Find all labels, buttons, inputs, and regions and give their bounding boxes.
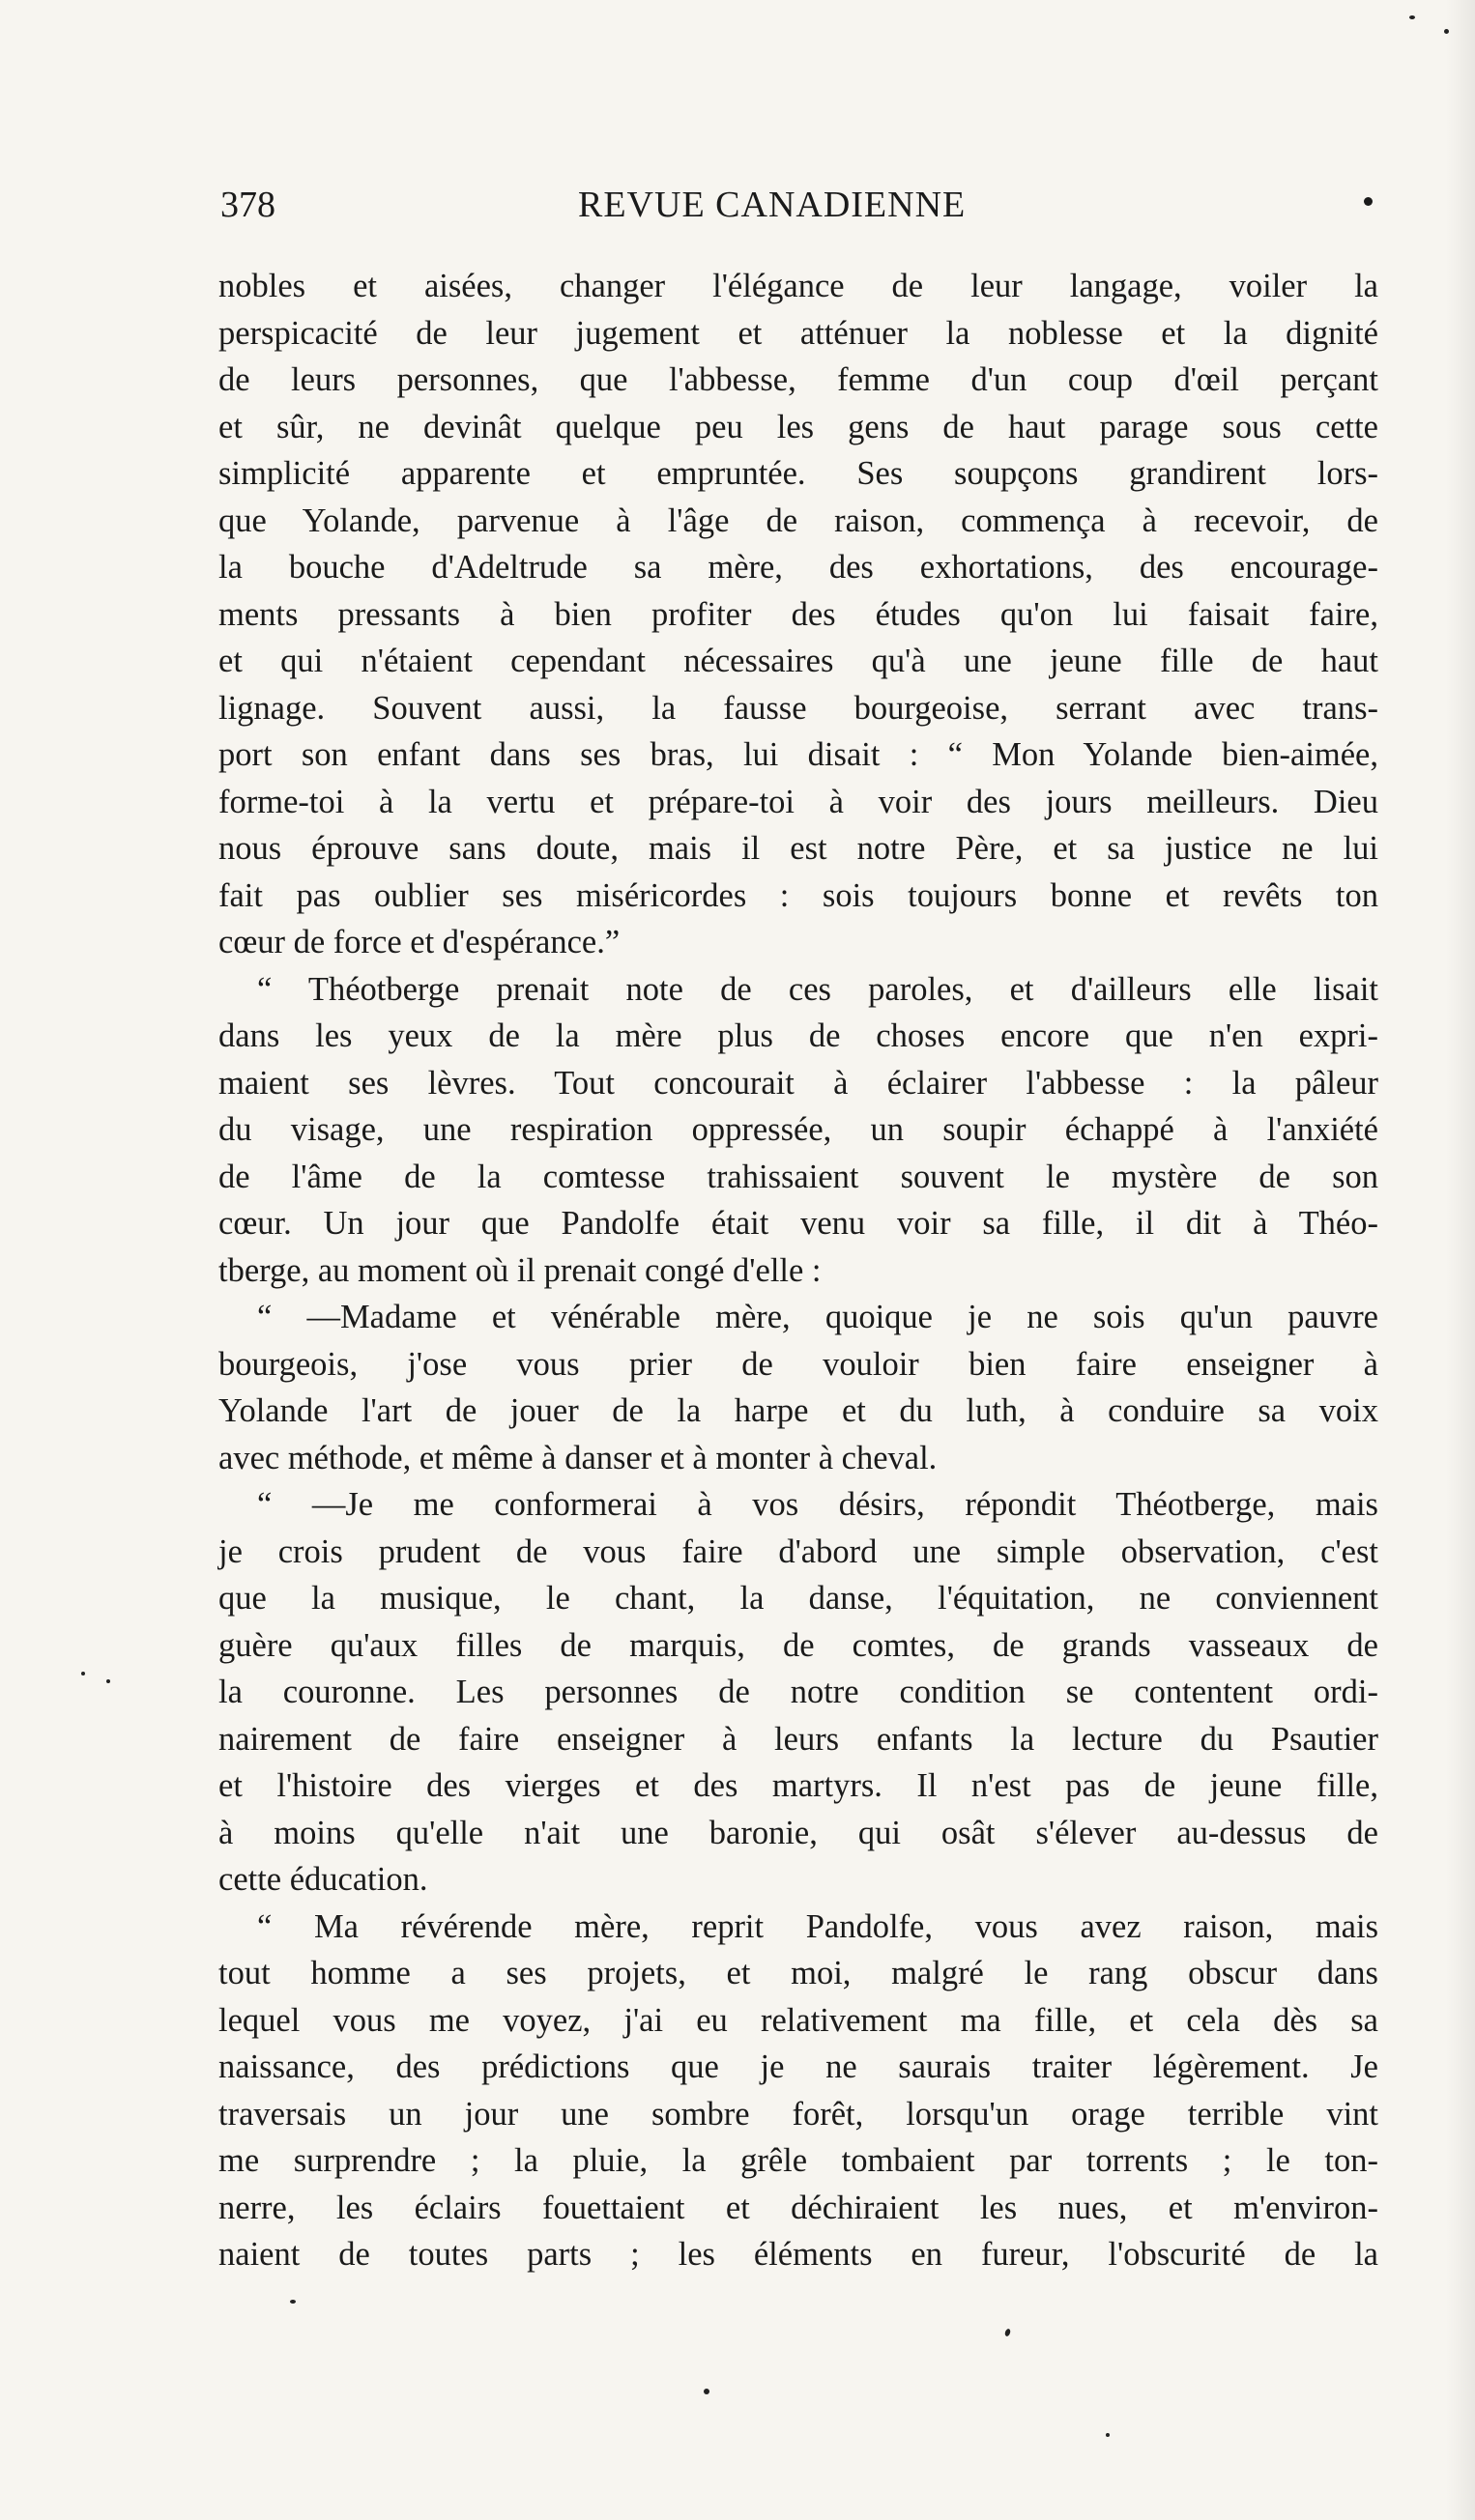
header-ink-dot [1364, 197, 1373, 206]
text-line: me surprendre ; la pluie, la grêle tombaient par torrents ; le ton- [218, 2142, 1378, 2179]
text-line: naissance, des prédictions que je ne saurais traiter légèrement. Je [218, 2048, 1378, 2085]
text-line: et l'histoire des vierges et des martyrs. Il n'est pas de jeune fille, [218, 1767, 1378, 1804]
text-line: naient de toutes parts ; les éléments en fureur, l'obscurité de la [218, 2236, 1378, 2273]
text-line: et qui n'étaient cependant nécessaires qu'à une jeune fille de haut [218, 643, 1378, 679]
text-line: que Yolande, parvenue à l'âge de raison, commença à recevoir, de [218, 501, 1378, 539]
paragraph-last-line: tberge, au moment où il prenait congé d'elle : [218, 1251, 822, 1289]
scan-speck [1004, 2328, 1011, 2336]
scan-speck [290, 2300, 296, 2304]
text-line: du visage, une respiration oppressée, un soupir échappé à l'anxiété [218, 1111, 1378, 1148]
paragraph-last-line: cœur de force et d'espérance.” [218, 924, 621, 960]
text-line: la couronne. Les personnes de notre condition se contentent ordi- [218, 1674, 1378, 1710]
text-line: traversais un jour une sombre forêt, lorsqu'un orage terrible vint [218, 2095, 1378, 2133]
text-line: bourgeois, j'ose vous prier de vouloir bien faire enseigner à [218, 1345, 1378, 1383]
text-line: maient ses lèvres. Tout concourait à éclairer l'abbesse : la pâleur [218, 1064, 1378, 1102]
scan-speck [81, 1672, 85, 1675]
text-line: nous éprouve sans doute, mais il est notre Père, et sa justice ne lui [218, 830, 1378, 867]
text-line: guère qu'aux filles de marquis, de comtes, de grands vasseaux de [218, 1626, 1378, 1664]
text-line: lignage. Souvent aussi, la fausse bourgeoise, serrant avec trans- [218, 689, 1378, 727]
text-line: nobles et aisées, changer l'élégance de leur langage, voiler la [218, 268, 1378, 304]
paragraph-last-line: cette éducation. [218, 1861, 428, 1898]
text-line: perspicacité de leur jugement et atténuer la noblesse et la dignité [218, 314, 1378, 352]
text-line: à moins qu'elle n'ait une baronie, qui osât s'élever au-dessus de [218, 1814, 1378, 1851]
text-line: dans les yeux de la mère plus de choses encore que n'en expri- [218, 1017, 1378, 1054]
text-line: la bouche d'Adeltrude sa mère, des exhortations, des encourage- [218, 549, 1378, 586]
page-edge-shadow [1446, 0, 1475, 2520]
paragraph-first-line: “ Ma révérende mère, reprit Pandolfe, vous avez raison, mais [257, 1907, 1378, 1945]
page-number: 378 [220, 185, 275, 225]
text-line: nairement de faire enseigner à leurs enfants la lecture du Psautier [218, 1720, 1378, 1758]
text-line: nerre, les éclairs fouettaient et déchiraient les nues, et m'environ- [218, 2189, 1378, 2226]
paragraph-first-line: “ Théotberge prenait note de ces paroles, et d'ailleurs elle lisait [257, 970, 1378, 1008]
text-line: ments pressants à bien profiter des études qu'on lui faisait faire, [218, 595, 1378, 633]
text-line: tout homme a ses projets, et moi, malgré le rang obscur dans [218, 1955, 1378, 1991]
scan-speck [704, 2389, 709, 2394]
scan-speck [106, 1679, 110, 1683]
scan-speck [1409, 15, 1415, 19]
running-title: REVUE CANADIENNE [578, 185, 967, 225]
text-line: cœur. Un jour que Pandolfe était venu voir sa fille, il dit à Théo- [218, 1205, 1378, 1242]
text-line: que la musique, le chant, la danse, l'équitation, ne conviennent [218, 1580, 1378, 1617]
page-header [220, 184, 1380, 242]
text-line: de leurs personnes, que l'abbesse, femme d'un coup d'œil perçant [218, 361, 1378, 398]
text-line: port son enfant dans ses bras, lui disait : “ Mon Yolande bien-aimée, [218, 736, 1378, 773]
scan-speck [1444, 29, 1449, 34]
text-line: fait pas oublier ses miséricordes : sois toujours bonne et revêts ton [218, 876, 1378, 914]
text-line: et sûr, ne devinât quelque peu les gens de haut parage sous cette [218, 408, 1378, 445]
text-line: de l'âme de la comtesse trahissaient souvent le mystère de son [218, 1158, 1378, 1195]
text-line: forme-toi à la vertu et prépare-toi à voir des jours meilleurs. Dieu [218, 783, 1378, 820]
paragraph-first-line: “ —Madame et vénérable mère, quoique je ne sois qu'un pauvre [257, 1299, 1378, 1335]
paragraph-first-line: “ —Je me conformerai à vos désirs, répondit Théotberge, mais [257, 1486, 1378, 1523]
paragraph-last-line: avec méthode, et même à danser et à monter à cheval. [218, 1439, 938, 1476]
text-line: je crois prudent de vous faire d'abord une simple observation, c'est [218, 1532, 1378, 1570]
text-line: simplicité apparente et empruntée. Ses soupçons grandirent lors- [218, 455, 1378, 492]
text-line: lequel vous me voyez, j'ai eu relativement ma fille, et cela dès sa [218, 2001, 1378, 2039]
text-line: Yolande l'art de jouer de la harpe et du luth, à conduire sa voix [218, 1392, 1378, 1429]
scan-speck [1106, 2433, 1110, 2437]
body-text [218, 263, 1378, 2278]
